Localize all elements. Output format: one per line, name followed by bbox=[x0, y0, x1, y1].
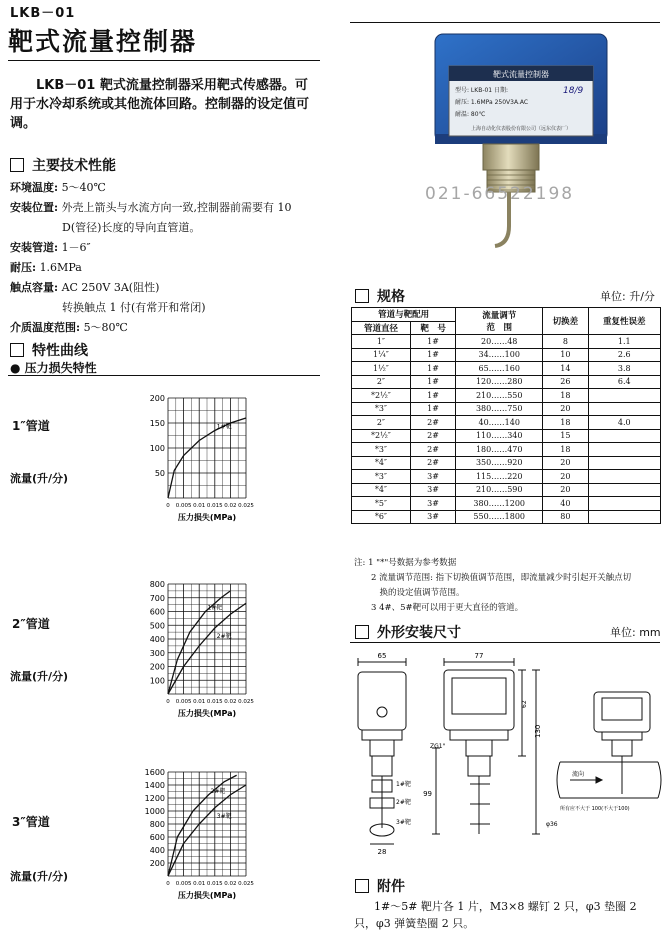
table-cell: *4″ bbox=[352, 483, 411, 497]
series-label: 2#靶 bbox=[216, 633, 232, 640]
x-axis-label: 压力损失(MPa) bbox=[177, 891, 237, 900]
series-label: 1#靶 bbox=[216, 423, 232, 431]
table-row bbox=[352, 335, 661, 349]
table-cell: *3″ bbox=[352, 443, 411, 457]
table-cell bbox=[588, 443, 660, 457]
spec-value: 5～80℃ bbox=[83, 321, 128, 334]
panel-title: 靶式流量控制器 bbox=[493, 70, 549, 79]
phone-watermark: 021-66522198 bbox=[425, 184, 575, 204]
table-cell bbox=[588, 470, 660, 484]
spec-value: D(管径)长度的导向直管道。 bbox=[62, 221, 201, 234]
note-line: 换的设定值调节范围。 bbox=[354, 588, 465, 598]
curve-heading-label: 特性曲线 bbox=[32, 343, 88, 359]
header-pipe-target: 管道与靶配用 bbox=[352, 308, 456, 322]
table-cell: 2# bbox=[410, 443, 455, 457]
spec-label: 安装位置: bbox=[10, 201, 59, 214]
table-cell: 26 bbox=[543, 375, 588, 389]
dim-phi: φ36 bbox=[546, 821, 558, 828]
spec-label: 触点容量: bbox=[10, 281, 59, 294]
curve-divider bbox=[8, 375, 320, 376]
spec-value: AC 250V 3A(阻性) bbox=[61, 281, 160, 294]
x-axis-label: 压力损失(MPa) bbox=[177, 513, 237, 522]
table-cell: 1″ bbox=[352, 335, 411, 349]
y-tick-label: 800 bbox=[149, 580, 165, 589]
series-label: 3#靶 bbox=[216, 812, 232, 820]
y-tick-label: 500 bbox=[149, 621, 165, 631]
dimension-unit: 单位: mm bbox=[610, 626, 661, 639]
note-line: 2 流量调节范围: 指下切换值调节范围，即流量减少时引起开关触点切 bbox=[354, 573, 632, 583]
spec-row-pipe bbox=[10, 238, 320, 258]
table-cell bbox=[588, 389, 660, 403]
intro-text: LKB－01 靶式流量控制器采用靶式传感器。可用于水冷却系统或其他流体回路。控制器的设定值可调。 bbox=[10, 78, 310, 131]
x-tick-label: 0 bbox=[166, 699, 170, 705]
y-tick-label: 150 bbox=[149, 419, 165, 428]
flow-direction-label: 流向 bbox=[572, 771, 585, 778]
chart3-flow-label: 流量(升/分) bbox=[10, 870, 69, 883]
chart3-svg bbox=[140, 766, 260, 906]
accessory-section-heading bbox=[355, 876, 405, 896]
target-2-label: 2#靶 bbox=[396, 799, 411, 806]
table-cell: *5″ bbox=[352, 497, 411, 511]
x-tick-label: 0.025 bbox=[238, 881, 254, 887]
table-body bbox=[352, 335, 661, 524]
tech-heading-label: 主要技术性能 bbox=[32, 158, 116, 174]
table-cell: 1# bbox=[410, 348, 455, 362]
table-row bbox=[352, 429, 661, 443]
y-tick-label: 400 bbox=[149, 635, 165, 644]
table-cell: 2# bbox=[410, 429, 455, 443]
table-cell: 2# bbox=[410, 456, 455, 470]
table-cell: 120……280 bbox=[456, 375, 543, 389]
table-cell: *2½″ bbox=[352, 429, 411, 443]
table-cell bbox=[588, 429, 660, 443]
y-tick-label: 700 bbox=[149, 593, 165, 603]
table-row bbox=[352, 470, 661, 484]
table-cell: 180……470 bbox=[456, 443, 543, 457]
table-cell: 3# bbox=[410, 510, 455, 524]
y-tick-label: 200 bbox=[149, 859, 165, 868]
table-cell: 210……590 bbox=[456, 483, 543, 497]
panel-handwritten: 18/9 bbox=[563, 86, 584, 96]
y-tick-label: 1400 bbox=[144, 781, 165, 790]
checkbox-square-icon bbox=[10, 158, 24, 172]
dim-62: 62 bbox=[521, 700, 528, 708]
dim-130: 130 bbox=[534, 724, 542, 738]
table-cell: 3# bbox=[410, 483, 455, 497]
page-title: 靶式流量控制器 bbox=[8, 27, 198, 56]
panel-line-2: 耐压: 1.6MPa 250V3A.AC bbox=[455, 99, 529, 106]
table-cell: 80 bbox=[543, 510, 588, 524]
y-tick-label: 100 bbox=[149, 676, 165, 686]
table-cell bbox=[588, 497, 660, 511]
x-tick-label: 0.01 bbox=[193, 503, 206, 509]
series-label: 1#靶 bbox=[207, 604, 223, 612]
chart2-pipe-label: 2″管道 bbox=[12, 617, 50, 631]
table-cell: 110……340 bbox=[456, 429, 543, 443]
table-cell: 20 bbox=[543, 402, 588, 416]
table-cell: *4″ bbox=[352, 456, 411, 470]
spec-value: 5～40℃ bbox=[61, 181, 106, 194]
x-tick-label: 0.005 bbox=[175, 881, 192, 887]
x-tick-label: 0.005 bbox=[175, 699, 192, 705]
table-cell: 2″ bbox=[352, 416, 411, 430]
y-tick-label: 1000 bbox=[144, 807, 165, 816]
table-cell: 380……750 bbox=[456, 402, 543, 416]
table-cell: 65……160 bbox=[456, 362, 543, 376]
y-tick-label: 600 bbox=[149, 833, 165, 842]
spec-label: 安装管道: bbox=[10, 241, 59, 254]
table-cell: 2″ bbox=[352, 375, 411, 389]
dim-zg: ZG1" bbox=[430, 743, 446, 750]
x-tick-label: 0 bbox=[166, 881, 170, 887]
right-top-divider bbox=[350, 22, 660, 23]
y-tick-label: 50 bbox=[154, 469, 165, 478]
spec-value: 1.6MPa bbox=[39, 261, 82, 274]
x-tick-label: 0.01 bbox=[193, 699, 206, 705]
table-cell bbox=[588, 483, 660, 497]
x-tick-label: 0.015 bbox=[206, 881, 223, 887]
table-cell: *3″ bbox=[352, 470, 411, 484]
header-diff: 切换差 bbox=[543, 308, 588, 335]
table-cell: 550……1800 bbox=[456, 510, 543, 524]
tech-spec-list bbox=[10, 178, 320, 338]
table-cell: 3# bbox=[410, 497, 455, 511]
accessory-heading-label: 附件 bbox=[377, 879, 405, 895]
dim-28: 28 bbox=[377, 848, 387, 856]
table-row bbox=[352, 348, 661, 362]
table-cell: 2.6 bbox=[588, 348, 660, 362]
curve-section-heading bbox=[10, 340, 88, 360]
target-1-label: 1#靶 bbox=[396, 781, 411, 788]
header-diameter: 管道直径 bbox=[352, 321, 411, 335]
chart2-svg bbox=[140, 578, 260, 724]
spec-row-ambient bbox=[10, 178, 320, 198]
note-line: 3 4#、5#靶可以用于更大直径的管道。 bbox=[354, 603, 524, 613]
spec-value: 1－6″ bbox=[61, 241, 91, 254]
header-range-l1: 流量调节 bbox=[482, 311, 517, 321]
table-cell: 1.1 bbox=[588, 335, 660, 349]
x-tick-label: 0.02 bbox=[224, 881, 237, 887]
table-cell: 6.4 bbox=[588, 375, 660, 389]
table-cell: 380……1200 bbox=[456, 497, 543, 511]
table-cell bbox=[588, 510, 660, 524]
dimension-heading-label: 外形安装尺寸 bbox=[377, 625, 461, 641]
note-line: 注: 1 "*"号数据为参考数据 bbox=[354, 558, 457, 568]
header-range bbox=[456, 308, 543, 335]
y-tick-label: 400 bbox=[149, 846, 165, 855]
x-tick-label: 0.005 bbox=[175, 503, 192, 509]
table-cell: 40……140 bbox=[456, 416, 543, 430]
table-row bbox=[352, 510, 661, 524]
target-3-label: 3#靶 bbox=[396, 819, 411, 826]
table-row bbox=[352, 497, 661, 511]
spec-row-install bbox=[10, 198, 320, 218]
panel-footer: 上海自动化仪表股份有限公司（远东仪表厂） bbox=[470, 126, 572, 132]
spec-label: 环境温度: bbox=[10, 181, 59, 194]
table-cell: 18 bbox=[543, 416, 588, 430]
table-cell: 8 bbox=[543, 335, 588, 349]
x-tick-label: 0.025 bbox=[238, 699, 254, 705]
table-cell: 20……48 bbox=[456, 335, 543, 349]
table-cell: 1# bbox=[410, 375, 455, 389]
table-cell: 18 bbox=[543, 443, 588, 457]
table-cell: 1¼″ bbox=[352, 348, 411, 362]
tech-section-heading bbox=[10, 155, 116, 175]
spec-label: 耐压: bbox=[10, 261, 37, 274]
y-tick-label: 800 bbox=[149, 820, 165, 829]
table-cell: 1# bbox=[410, 335, 455, 349]
table-cell: 34……100 bbox=[456, 348, 543, 362]
x-axis-label: 压力损失(MPa) bbox=[177, 709, 237, 718]
dim-99: 99 bbox=[423, 790, 432, 798]
table-cell: 20 bbox=[543, 483, 588, 497]
y-tick-label: 600 bbox=[149, 607, 165, 617]
y-tick-label: 1200 bbox=[144, 794, 165, 803]
table-row bbox=[352, 375, 661, 389]
spec-heading-label: 规格 bbox=[377, 289, 405, 305]
chart3-pipe-label: 3″管道 bbox=[12, 815, 50, 829]
table-row bbox=[352, 456, 661, 470]
table-row bbox=[352, 416, 661, 430]
table-cell bbox=[588, 456, 660, 470]
table-cell: *6″ bbox=[352, 510, 411, 524]
y-tick-label: 200 bbox=[149, 394, 165, 403]
spec-label: 介质温度范围: bbox=[10, 321, 81, 334]
x-tick-label: 0.02 bbox=[224, 699, 237, 705]
chart1-pipe-label: 1″管道 bbox=[12, 419, 50, 433]
table-cell: 2# bbox=[410, 416, 455, 430]
table-cell: 3# bbox=[410, 470, 455, 484]
y-tick-label: 300 bbox=[149, 648, 165, 658]
spec-value: 转换触点 1 付(有常开和常闭) bbox=[62, 301, 206, 314]
table-row bbox=[352, 443, 661, 457]
checkbox-square-icon bbox=[355, 879, 369, 893]
table-row bbox=[352, 389, 661, 403]
chart1-svg bbox=[140, 392, 260, 528]
header-target-no: 靶 号 bbox=[410, 321, 455, 335]
table-row bbox=[352, 362, 661, 376]
panel-line-3: 耐温: 80℃ bbox=[455, 111, 486, 118]
table-row bbox=[352, 402, 661, 416]
chart2-flow-label: 流量(升/分) bbox=[10, 670, 69, 683]
dimension-drawing bbox=[340, 648, 662, 860]
spec-value: 外壳上箭头与水流方向一致,控制器前需要有 10 bbox=[61, 201, 292, 214]
table-cell: 4.0 bbox=[588, 416, 660, 430]
product-photo bbox=[425, 30, 617, 248]
y-tick-label: 1600 bbox=[144, 768, 165, 777]
table-cell: 1# bbox=[410, 402, 455, 416]
table-cell: 1# bbox=[410, 389, 455, 403]
series-line bbox=[168, 775, 237, 876]
chart1-flow-label: 流量(升/分) bbox=[10, 472, 69, 485]
spec-unit: 单位: 升/分 bbox=[600, 290, 655, 303]
table-cell: 210……550 bbox=[456, 389, 543, 403]
panel-line-1: 型号: LKB-01 日期: bbox=[455, 87, 509, 94]
header-range-l2: 范 围 bbox=[486, 323, 512, 333]
dim-65: 65 bbox=[377, 652, 387, 660]
spec-section-heading bbox=[355, 286, 405, 306]
y-tick-label: 100 bbox=[149, 444, 165, 453]
table-cell: *3″ bbox=[352, 402, 411, 416]
table-row bbox=[352, 483, 661, 497]
spec-row-medium bbox=[10, 318, 320, 338]
table-cell: 18 bbox=[543, 389, 588, 403]
checkbox-square-icon bbox=[355, 625, 369, 639]
table-cell: 1# bbox=[410, 362, 455, 376]
table-cell bbox=[588, 402, 660, 416]
checkbox-square-icon bbox=[10, 343, 24, 357]
title-divider bbox=[8, 60, 320, 61]
spec-row-install-cont bbox=[10, 218, 320, 238]
header-repeat: 重复性误差 bbox=[588, 308, 660, 335]
model-number: LKB－01 bbox=[10, 6, 76, 21]
x-tick-label: 0.015 bbox=[206, 699, 223, 705]
table-cell: 15 bbox=[543, 429, 588, 443]
x-tick-label: 0.025 bbox=[238, 503, 254, 509]
table-cell: 350……920 bbox=[456, 456, 543, 470]
table-cell: 10 bbox=[543, 348, 588, 362]
spec-row-pressure bbox=[10, 258, 320, 278]
spec-notes bbox=[354, 556, 660, 616]
table-cell: 1½″ bbox=[352, 362, 411, 376]
y-tick-label: 200 bbox=[149, 662, 165, 672]
spec-row-contact bbox=[10, 278, 320, 298]
spec-row-contact-cont bbox=[10, 298, 320, 318]
table-cell: 14 bbox=[543, 362, 588, 376]
table-cell: 20 bbox=[543, 456, 588, 470]
x-tick-label: 0.015 bbox=[206, 503, 223, 509]
table-cell: 40 bbox=[543, 497, 588, 511]
dimension-divider bbox=[350, 642, 660, 643]
x-tick-label: 0 bbox=[166, 503, 170, 509]
table-cell: 115……220 bbox=[456, 470, 543, 484]
x-tick-label: 0.01 bbox=[193, 881, 206, 887]
dimension-section-heading bbox=[355, 622, 461, 642]
accessory-text: 1#～5# 靶片各 1 片，M3×8 螺钉 2 只，φ3 垫圈 2 只，φ3 弹簧垫圈 2 只。 bbox=[354, 900, 637, 930]
table-cell: 20 bbox=[543, 470, 588, 484]
x-tick-label: 0.02 bbox=[224, 503, 237, 509]
install-note: 所有应不大于 100(不大于100) bbox=[560, 806, 630, 812]
table-cell: *2½″ bbox=[352, 389, 411, 403]
series-label: 2#靶 bbox=[210, 787, 226, 795]
curve-subheading: ● 压力损失特性 bbox=[10, 361, 97, 375]
table-header-row bbox=[352, 308, 661, 322]
dim-77: 77 bbox=[474, 652, 484, 660]
table-cell: 3.8 bbox=[588, 362, 660, 376]
checkbox-square-icon bbox=[355, 289, 369, 303]
spec-table bbox=[351, 307, 661, 524]
